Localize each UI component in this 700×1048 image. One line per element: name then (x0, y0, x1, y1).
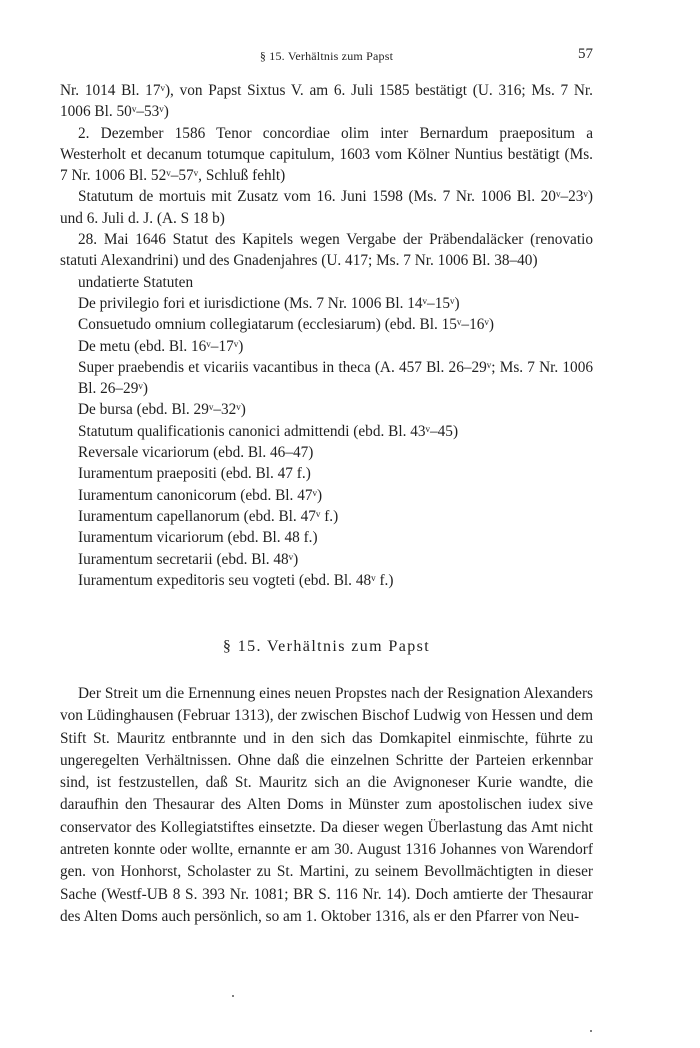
statute-list (60, 80, 593, 591)
body-paragraph: Der Streit um die Ernennung eines neuen Propstes nach der Resignation Alexanders von Lüdinghausen (Februar 1313), der zwischen Bischof Ludwig von Hessen und dem Stift St. Mauritz entbrannte und in den sich das Domkapitel einmischte, führte zu ungeregelten Verhältnissen. Ohne daß die einzelnen Schritte der Parteien erkennbar sind, ist festzustellen, daß St. Mauritz sich an die Avignoneser Kurie wandte, die daraufhin den Thesaurar des Alten Doms in Münster zum apostolischen iudex sive conservator des Kollegiatstiftes einsetzte. Da dieser wegen Überlastung das Amt nicht antreten konnte oder wollte, ernannte er am 30. August 1316 Johannes von Warendorf gen. von Honhorst, Scholaster zu St. Martini, zu seinem Bevollmächtigten in dieser Sache (Westf-UB 8 S. 393 Nr. 1081; BR S. 116 Nr. 14). Doch amtierte der Thesaurar des Alten Doms auch persönlich, so am 1. Oktober 1316, als er den Pfarrer von Neu- (60, 685, 593, 925)
scan-speck (232, 995, 234, 997)
list-entry: Super praebendis et vicariis vacantibus in theca (A. 457 Bl. 26–29ᵛ; Ms. 7 Nr. 1006 Bl. 26–29ᵛ) (78, 358, 593, 398)
list-entry: Statutum de mortuis mit Zusatz vom 16. Juni 1598 (Ms. 7 Nr. 1006 Bl. 20ᵛ–23ᵛ) und 6. Juli d. J. (A. S 18 b) (60, 188, 593, 227)
list-entry: De privilegio fori et iurisdictione (Ms. 7 Nr. 1006 Bl. 14ᵛ–15ᵛ) (78, 294, 460, 312)
list-entry: Iuramentum expeditoris seu vogteti (ebd. Bl. 48ᵛ f.) (78, 571, 394, 589)
body-text (60, 683, 593, 928)
list-entry: 2. Dezember 1586 Tenor concordiae olim inter Bernardum praepositum a Westerholt et decanum totumque capitulum, 1603 vom Kölner Nuntius bestätigt (Ms. 7 Nr. 1006 Bl. 52ᵛ–57ᵛ, Schluß fehlt) (60, 124, 593, 185)
list-entry: Iuramentum capellanorum (ebd. Bl. 47ᵛ f.) (78, 507, 339, 525)
list-entry: De metu (ebd. Bl. 16ᵛ–17ᵛ) (78, 337, 244, 355)
list-entry: Nr. 1014 Bl. 17ᵛ), von Papst Sixtus V. am 6. Juli 1585 bestätigt (U. 316; Ms. 7 Nr. 1006 Bl. 50ᵛ–53ᵛ) (60, 82, 593, 121)
list-entry: 28. Mai 1646 Statut des Kapitels wegen Vergabe der Präbendaläcker (renovatio statuti Alexandrini) und des Gnadenjahres (U. 417; Ms. 7 Nr. 1006 Bl. 38–40) (60, 231, 593, 270)
page-number: 57 (578, 46, 593, 62)
list-entry: Iuramentum canonicorum (ebd. Bl. 47ᵛ) (78, 486, 323, 504)
running-head (60, 46, 593, 68)
running-title: § 15. Verhältnis zum Papst (259, 49, 394, 63)
list-subheading: undatierte Statuten (78, 273, 194, 291)
list-entry: De bursa (ebd. Bl. 29ᵛ–32ᵛ) (78, 401, 246, 419)
list-entry: Iuramentum vicariorum (ebd. Bl. 48 f.) (78, 529, 318, 547)
scan-speck (590, 1030, 592, 1032)
section-heading: § 15. Verhältnis zum Papst (222, 638, 431, 655)
list-entry: Statutum qualificationis canonici admittendi (ebd. Bl. 43ᵛ–45) (78, 422, 459, 440)
list-entry: Consuetudo omnium collegiatarum (ecclesiarum) (ebd. Bl. 15ᵛ–16ᵛ) (78, 316, 494, 334)
list-entry: Iuramentum praepositi (ebd. Bl. 47 f.) (78, 465, 311, 483)
list-entry: Reversale vicariorum (ebd. Bl. 46–47) (78, 444, 314, 462)
list-entry: Iuramentum secretarii (ebd. Bl. 48ᵛ) (78, 550, 299, 568)
